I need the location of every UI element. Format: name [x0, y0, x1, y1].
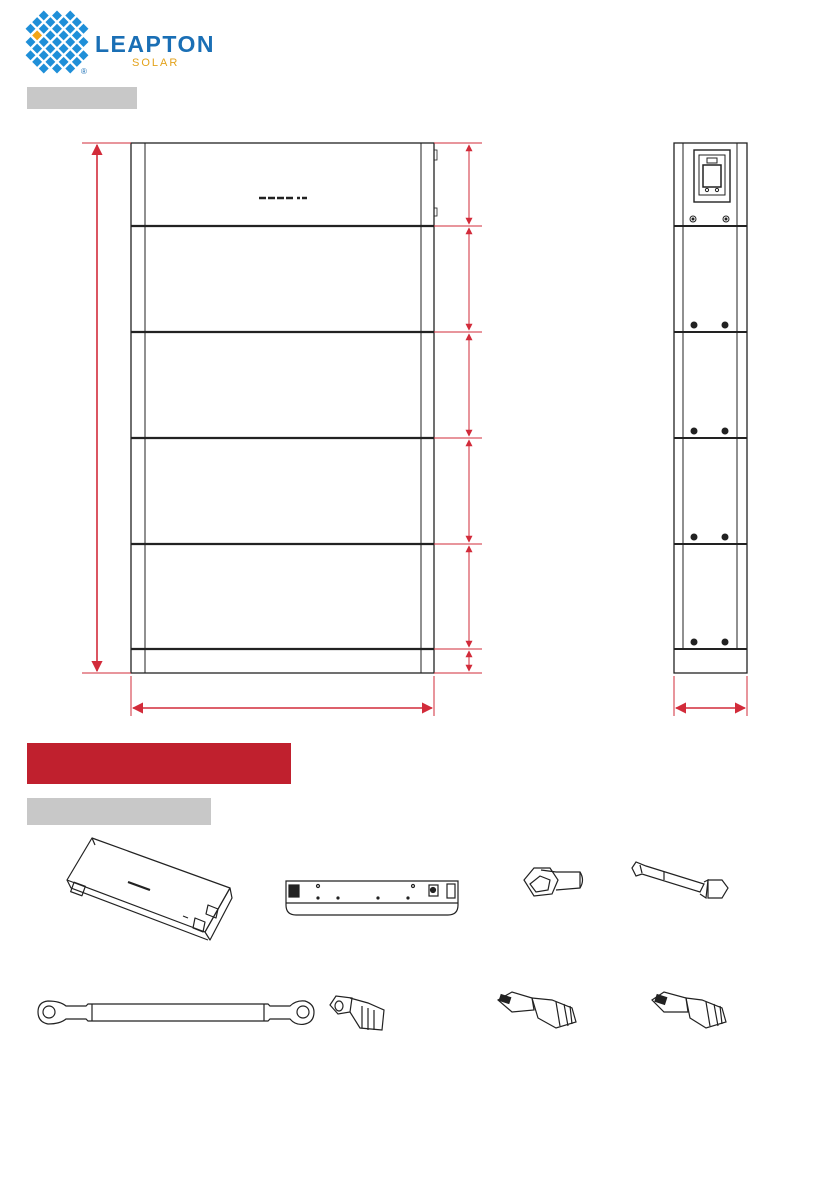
brand-name: LEAPTON	[95, 31, 215, 57]
connector-male	[498, 992, 576, 1028]
front-outer-frame	[131, 143, 434, 673]
mounting-bracket	[286, 881, 458, 915]
front-view	[131, 143, 437, 673]
connector-female	[652, 992, 726, 1028]
side-outer-frame	[674, 143, 747, 673]
side-dimensions	[674, 676, 747, 716]
brand-subtitle: SOLAR	[132, 57, 180, 69]
battery-module-isometric	[67, 838, 232, 940]
cable-gland-connector	[330, 996, 384, 1030]
front-dimensions	[82, 143, 482, 716]
expansion-bolt	[632, 862, 728, 898]
side-display-panel	[694, 150, 730, 202]
side-view	[674, 143, 747, 673]
cable-with-lugs	[38, 1001, 314, 1025]
hex-bolt	[524, 868, 583, 896]
registered-mark: ®	[81, 67, 87, 76]
side-screws	[690, 216, 729, 645]
